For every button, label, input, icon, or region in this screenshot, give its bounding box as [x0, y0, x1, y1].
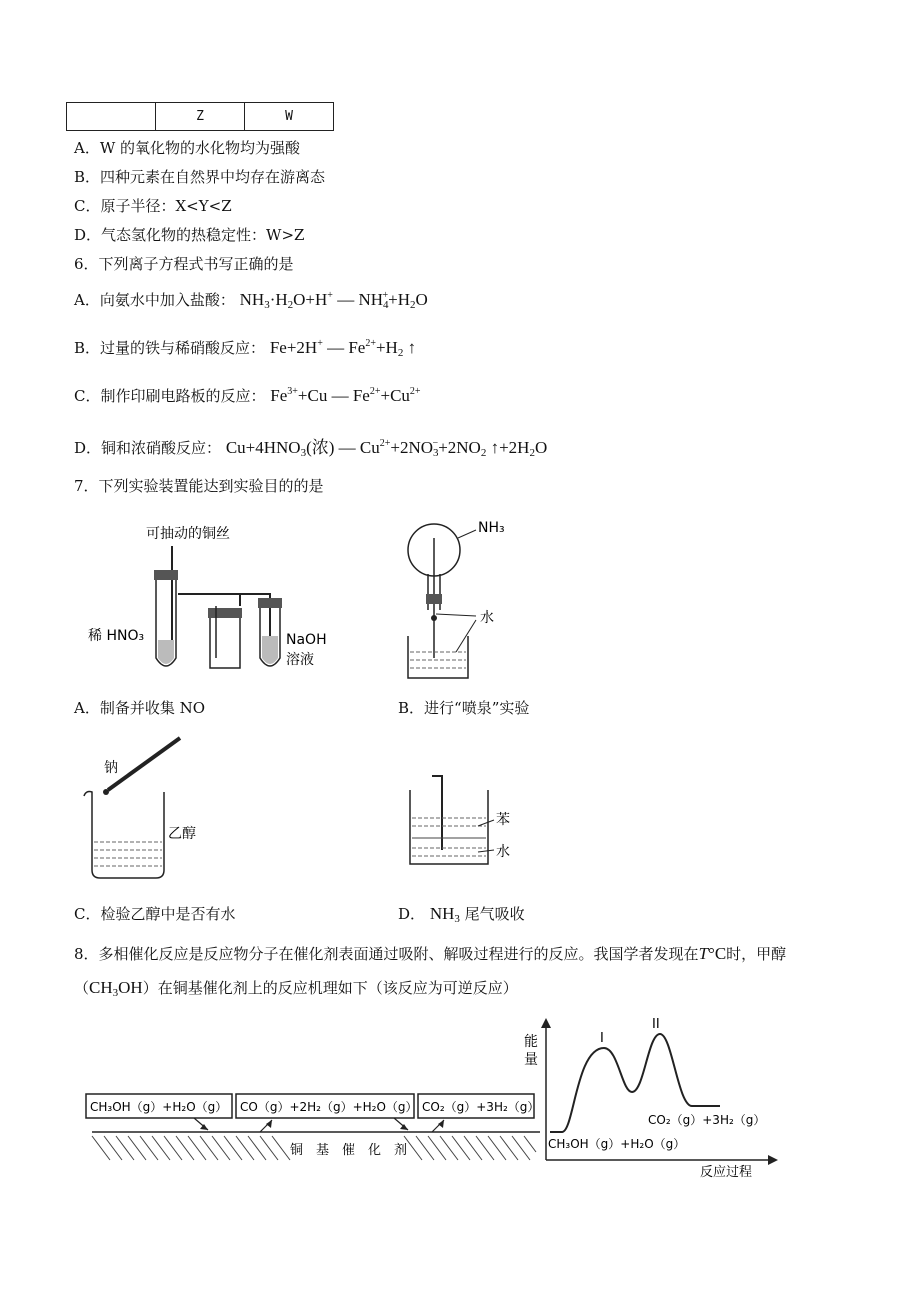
- label-solution: 溶液: [286, 652, 314, 668]
- q6-option-a-label: A．向氨水中加入盐酸：: [74, 291, 235, 309]
- apparatus-b-figure: [396, 518, 546, 683]
- q7-caption-d-label: D．: [398, 905, 426, 923]
- element-table: [66, 102, 334, 131]
- label-naoh: NaOH: [286, 632, 327, 648]
- energy-axis-label-2: 量: [524, 1052, 538, 1068]
- apparatus-a-figure: [80, 518, 340, 686]
- mechanism-box-1: CH₃OH（g）+H₂O（g）: [90, 1100, 228, 1114]
- q6-option-b-label: B．过量的铁与稀硝酸反应：: [74, 339, 266, 357]
- table-cell: [67, 103, 156, 131]
- q7-caption-a: A．制备并收集 NO: [74, 699, 206, 717]
- catalyst-mechanism-figure: [84, 1088, 544, 1172]
- label-water-b: 水: [480, 610, 494, 626]
- q8-stem-line1: [74, 943, 786, 964]
- q7-caption-c: C．检验乙醇中是否有水: [74, 905, 236, 923]
- label-ethanol: 乙醇: [168, 826, 196, 842]
- label-water-d: 水: [496, 844, 510, 860]
- label-dilute-hno3: 稀 HNO₃: [88, 628, 145, 644]
- q6-option-a: [74, 289, 428, 311]
- q8-stem-line2-text: 在铜基催化剂上的反应机理如下（该反应为可逆反应）: [157, 979, 518, 997]
- mechanism-box-3: CO₂（g）+3H₂（g）: [422, 1100, 540, 1114]
- q7-caption-d: [398, 903, 525, 925]
- label-benzene: 苯: [496, 812, 510, 828]
- q5-option-a: A．W 的氧化物的水化物均为强酸: [74, 139, 301, 157]
- temperature-symbol: T: [698, 944, 709, 963]
- q6-stem: 6．下列离子方程式书写正确的是: [74, 255, 294, 273]
- mechanism-box-2: CO（g）+2H₂（g）+H₂O（g）: [240, 1100, 418, 1114]
- table-cell: Z: [156, 103, 245, 131]
- methanol-formula: $CH_3OH$: [89, 978, 143, 999]
- q7-stem: 7．下列实验装置能达到实验目的的是: [74, 477, 324, 495]
- q8-stem-line2: $(CH_3OH)$在铜基催化剂上的反应机理如下（该反应为可逆反应）: [74, 978, 518, 999]
- q8-stem-suffix: 时，甲醇: [726, 945, 787, 963]
- q7-caption-b: B．进行“喷泉”实验: [398, 699, 530, 717]
- q6-option-d: [74, 433, 547, 459]
- energy-profile-chart: [520, 1014, 780, 1184]
- label-copper-wire: 可抽动的铜丝: [146, 526, 230, 542]
- q7-caption-d-tail: 尾气吸收: [464, 905, 525, 923]
- q6-equation-b: Fe+2H+ — $Fe^{2+}+H_2$ ↑: [269, 338, 417, 359]
- q6-option-b: [74, 337, 416, 359]
- energy-axis-label-1: 能: [524, 1034, 538, 1050]
- q6-option-c: [74, 385, 421, 406]
- product-label: CO₂（g）+3H₂（g）: [648, 1113, 766, 1127]
- q6-option-d-label: D．铜和浓硝酸反应：: [74, 439, 222, 457]
- table-cell: W: [245, 103, 334, 131]
- q5-option-d: D．气态氢化物的热稳定性：W>Z: [74, 226, 305, 244]
- catalyst-label: 铜 基 催 化 剂: [290, 1143, 408, 1158]
- q6-equation-c: $Fe^{3+}+Cu$ — $Fe^{2+}+Cu^{2+}$: [270, 386, 421, 405]
- q6-option-c-label: C．制作印刷电路板的反应：: [74, 387, 266, 405]
- label-sodium: 钠: [104, 760, 118, 776]
- apparatus-c-figure: [76, 730, 206, 890]
- q6-equation-d: $Cu+4HNO_3$(浓) — $Cu^{2+}+2NO_3^-+2NO_2$ $↑+2H_2O$: [225, 438, 548, 459]
- peak-1-label: I: [600, 1031, 604, 1046]
- temperature-unit: °C: [708, 944, 727, 963]
- apparatus-d-figure: [404, 772, 534, 872]
- q5-option-b: B．四种元素在自然界中均存在游离态: [74, 168, 326, 186]
- q6-equation-a: $NH_3\cdot H_2O+H^+$ — $NH_4^++H_2O$: [239, 290, 428, 311]
- reactant-label: CH₃OH（g）+H₂O（g）: [548, 1137, 686, 1151]
- nh3-formula: $NH_3$: [429, 904, 460, 925]
- peak-2-label: II: [652, 1017, 660, 1032]
- reaction-axis-label: 反应过程: [700, 1165, 753, 1180]
- q5-option-c: C．原子半径：X<Y<Z: [74, 197, 232, 215]
- q8-stem-prefix: 8．多相催化反应是反应物分子在催化剂表面通过吸附、解吸过程进行的反应。我国学者发现在: [74, 945, 699, 963]
- label-nh3: NH₃: [478, 520, 505, 536]
